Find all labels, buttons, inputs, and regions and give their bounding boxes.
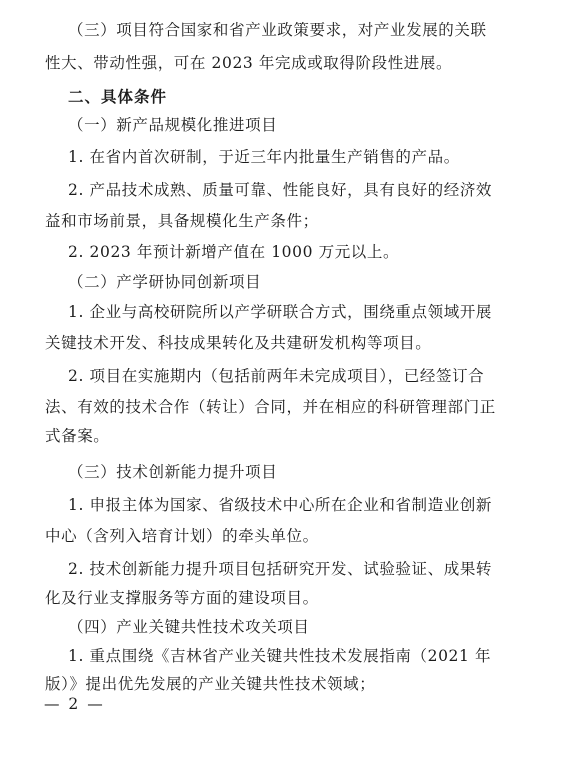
section-heading: 二、具体条件: [68, 88, 168, 106]
paragraph-line: 2. 技术创新能力提升项目包括研究开发、试验验证、成果转: [68, 560, 493, 578]
paragraph-line: 2. 项目在实施期内（包括前两年未完成项目），已经签订合: [68, 367, 485, 385]
paragraph-line: 化及行业支撑服务等方面的建设项目。: [45, 589, 319, 607]
paragraph-line: 2. 2023 年预计新增产值在 1000 万元以上。: [68, 243, 400, 261]
paragraph-line: 1. 重点围绕《吉林省产业关键共性技术发展指南（2021 年: [68, 647, 492, 665]
paragraph-line: 性大、带动性强，可在 2023 年完成或取得阶段性进展。: [45, 54, 453, 72]
paragraph-line: 1. 在省内首次研制，于近三年内批量生产销售的产品。: [68, 148, 460, 166]
paragraph-line: 1. 企业与高校研院所以产学研联合方式，围绕重点领域开展: [68, 303, 493, 321]
paragraph-line: 式备案。: [45, 427, 110, 445]
paragraph-line: （三）项目符合国家和省产业政策要求，对产业发展的关联: [68, 21, 487, 39]
paragraph-line: 1. 申报主体为国家、省级技术中心所在企业和省制造业创新: [68, 496, 493, 514]
paragraph-line: 中心（含列入培育计划）的牵头单位。: [45, 527, 319, 545]
subsection-heading: （一）新产品规模化推进项目: [68, 116, 278, 134]
paragraph-line: 2. 产品技术成熟、质量可靠、性能良好，具有良好的经济效: [68, 181, 493, 199]
paragraph-line: 版）》提出优先发展的产业关键共性技术领域；: [45, 675, 376, 693]
subsection-heading: （三）技术创新能力提升项目: [68, 463, 278, 481]
subsection-heading: （四）产业关键共性技术攻关项目: [68, 618, 310, 636]
paragraph-line: 关键技术开发、科技成果转化及共建研发机构等项目。: [45, 334, 432, 352]
subsection-heading: （二）产学研协同创新项目: [68, 273, 262, 291]
paragraph-line: 法、有效的技术合作（转让）合同，并在相应的科研管理部门正: [45, 398, 496, 416]
page-number: — 2 —: [44, 695, 105, 713]
paragraph-line: 益和市场前景，具备规模化生产条件；: [45, 212, 319, 230]
